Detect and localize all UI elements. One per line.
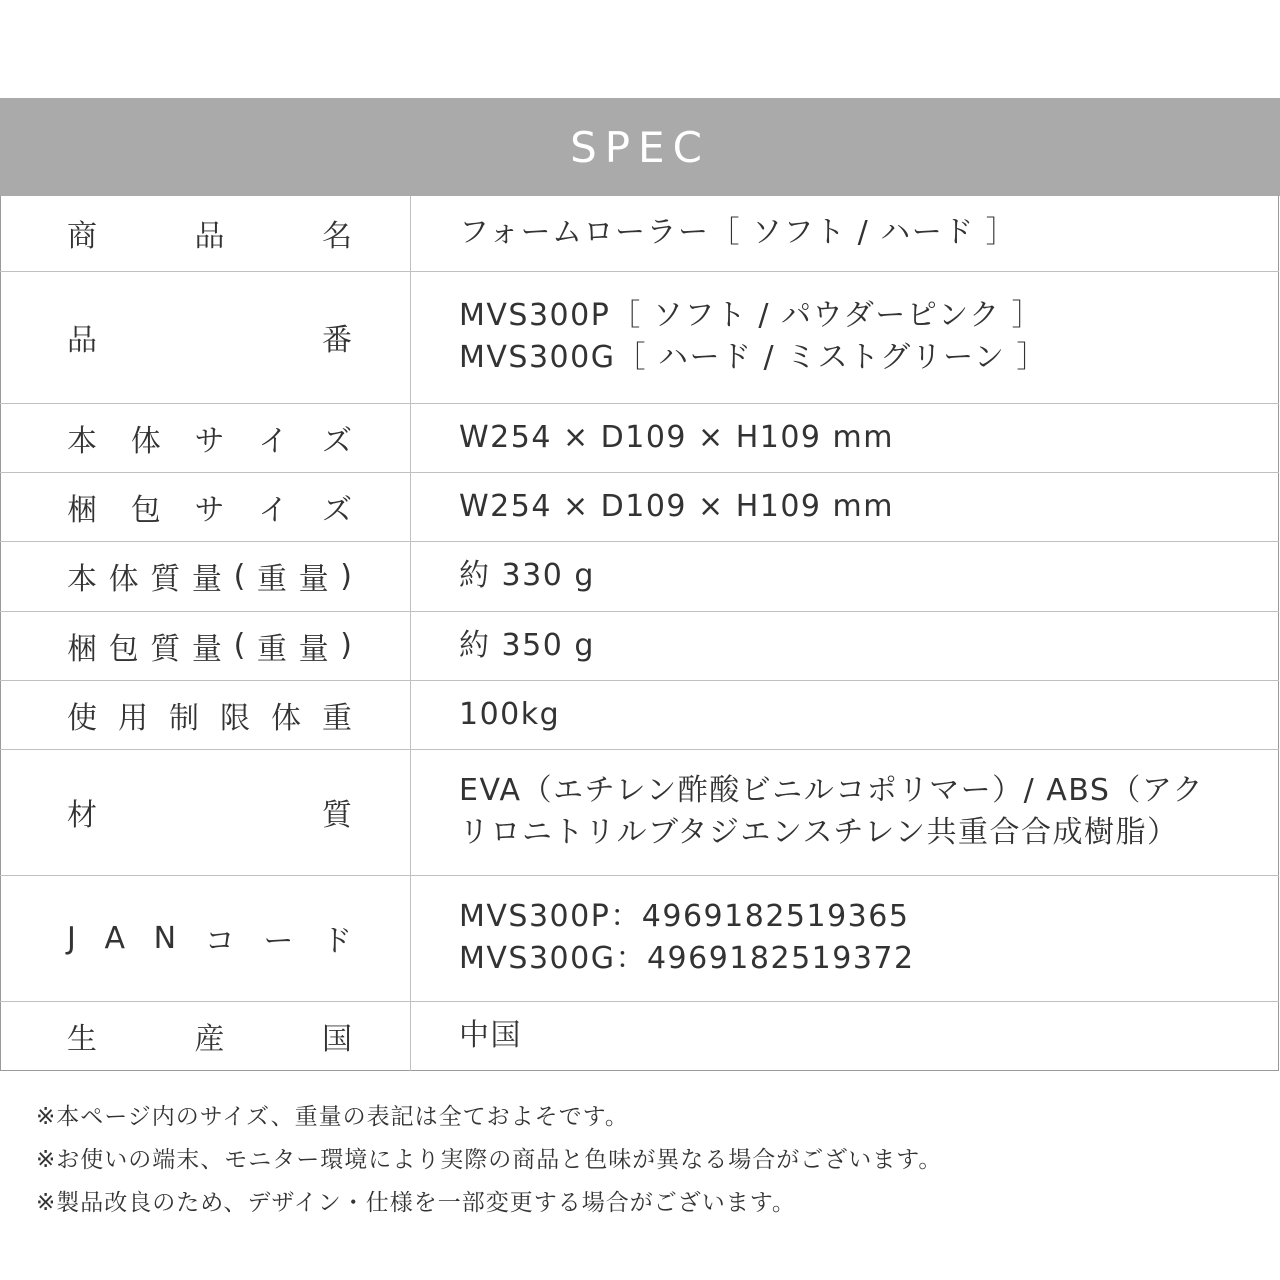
- spec-row-body-weight: [1, 541, 1279, 611]
- label-char: 使: [67, 700, 97, 736]
- label-char: (: [233, 558, 246, 594]
- label-char: 本: [67, 562, 97, 597]
- note-design-change: ※製品改良のため、デザイン・仕様を一部変更する場合がございます。: [36, 1190, 796, 1216]
- row-label: [67, 916, 352, 960]
- label-char: 生: [67, 1021, 97, 1057]
- spec-row-package-size: [1, 472, 1279, 541]
- label-char: 本: [67, 423, 97, 459]
- row-label-cell: [1, 403, 411, 472]
- row-value-cell: [411, 611, 1279, 680]
- label-char: 質: [150, 631, 181, 667]
- row-label: [67, 315, 352, 359]
- row-label-cell: [1, 680, 411, 749]
- row-value: 中国: [459, 1017, 522, 1053]
- spec-row-package-weight: [1, 611, 1279, 680]
- row-value-cell: [411, 1001, 1279, 1070]
- label-char: イ: [258, 492, 289, 528]
- label-char: ズ: [322, 492, 352, 528]
- row-value: フォームローラー［ ソフト / ハード ］: [459, 215, 1018, 251]
- label-char: 包: [130, 492, 161, 528]
- label-char: 重: [322, 700, 352, 736]
- row-value: EVA（エチレン酢酸ビニルコポリマー）/ ABS（アク: [459, 773, 1204, 808]
- row-value: 100kg: [459, 696, 561, 732]
- row-value: W254 × D109 × H109 mm: [459, 488, 895, 524]
- row-value-cell: [411, 875, 1279, 1001]
- label-char: 名: [322, 219, 352, 255]
- label-char: サ: [194, 492, 225, 528]
- label-char: 量: [298, 562, 329, 597]
- label-char: 限: [220, 700, 250, 736]
- label-char: 重: [256, 562, 287, 597]
- row-value: MVS300P：4969182519365: [459, 899, 910, 934]
- row-value: 約 350 g: [459, 627, 595, 663]
- spec-row-model-number: [1, 271, 1279, 403]
- spec-header: [0, 98, 1280, 196]
- row-label: [67, 211, 352, 255]
- row-label: [67, 554, 352, 598]
- row-value-cell: [411, 541, 1279, 611]
- row-label-cell: [1, 196, 411, 271]
- label-char: ド: [321, 924, 352, 959]
- label-char: 体: [271, 700, 301, 736]
- spec-row-jan-code: [1, 875, 1279, 1001]
- row-value-cell: [411, 749, 1279, 875]
- row-value-cell: [411, 271, 1279, 403]
- label-char: 商: [67, 219, 97, 255]
- row-value-cell: [411, 196, 1279, 271]
- spec-title: SPEC: [570, 122, 710, 172]
- row-value: MVS300G［ ハード / ミストグリーン ］: [459, 340, 1049, 375]
- label-char: 品: [194, 219, 225, 255]
- row-label: [67, 485, 352, 529]
- row-label: [67, 790, 352, 834]
- label-char: 量: [298, 631, 329, 667]
- label-char: 質: [322, 798, 352, 833]
- row-label: [67, 624, 352, 668]
- spec-row-country: [1, 1001, 1279, 1070]
- spec-row-weight-limit: [1, 680, 1279, 749]
- note-size-weight: ※本ページ内のサイズ、重量の表記は全ておよそです。: [36, 1104, 629, 1130]
- row-label: [67, 1014, 352, 1058]
- spec-row-body-size: [1, 403, 1279, 472]
- row-label-cell: [1, 1001, 411, 1070]
- label-char: ズ: [322, 423, 352, 459]
- label-char: N: [153, 920, 177, 956]
- label-char: (: [233, 628, 246, 663]
- label-char: ): [340, 558, 352, 594]
- row-label-cell: [1, 875, 411, 1001]
- row-label-cell: [1, 749, 411, 875]
- row-value: W254 × D109 × H109 mm: [459, 419, 895, 455]
- label-char: サ: [194, 423, 225, 459]
- label-char: 産: [194, 1021, 225, 1057]
- row-label-cell: [1, 611, 411, 680]
- label-char: 重: [256, 631, 287, 667]
- label-char: 品: [67, 323, 97, 358]
- label-char: A: [104, 920, 126, 956]
- label-char: 質: [150, 562, 181, 597]
- label-char: 体: [130, 423, 161, 459]
- row-value-cell: [411, 680, 1279, 749]
- label-char: コ: [204, 924, 235, 959]
- label-char: ー: [263, 924, 294, 959]
- spec-row-material: [1, 749, 1279, 875]
- label-char: 包: [108, 631, 139, 667]
- row-value: リロニトリルブタジエンスチレン共重合合成樹脂）: [459, 815, 1179, 850]
- row-value-cell: [411, 403, 1279, 472]
- label-char: 体: [108, 562, 139, 597]
- label-char: ): [340, 628, 352, 663]
- label-char: 量: [191, 562, 222, 597]
- row-label-cell: [1, 271, 411, 403]
- row-value-cell: [411, 472, 1279, 541]
- label-char: 材: [67, 798, 97, 833]
- label-char: 量: [191, 631, 222, 667]
- label-char: 梱: [67, 492, 97, 528]
- label-char: 制: [169, 700, 199, 736]
- notes: [36, 1096, 1256, 1225]
- row-label-cell: [1, 472, 411, 541]
- note-color: ※お使いの端末、モニター環境により実際の商品と色味が異なる場合がございます。: [36, 1147, 943, 1173]
- row-value: 約 330 g: [459, 558, 595, 593]
- label-char: 国: [322, 1021, 352, 1057]
- row-value: MVS300G：4969182519372: [459, 941, 915, 976]
- spec-table: [0, 196, 1279, 1071]
- label-char: 番: [322, 323, 352, 358]
- label-char: イ: [258, 423, 289, 459]
- spec-row-product-name: [1, 196, 1279, 271]
- label-char: J: [67, 920, 76, 956]
- label-char: 梱: [67, 631, 97, 667]
- row-label-cell: [1, 541, 411, 611]
- label-char: 用: [118, 700, 148, 736]
- row-value: MVS300P［ ソフト / パウダーピンク ］: [459, 298, 1044, 333]
- row-label: [67, 693, 352, 737]
- row-label: [67, 416, 352, 460]
